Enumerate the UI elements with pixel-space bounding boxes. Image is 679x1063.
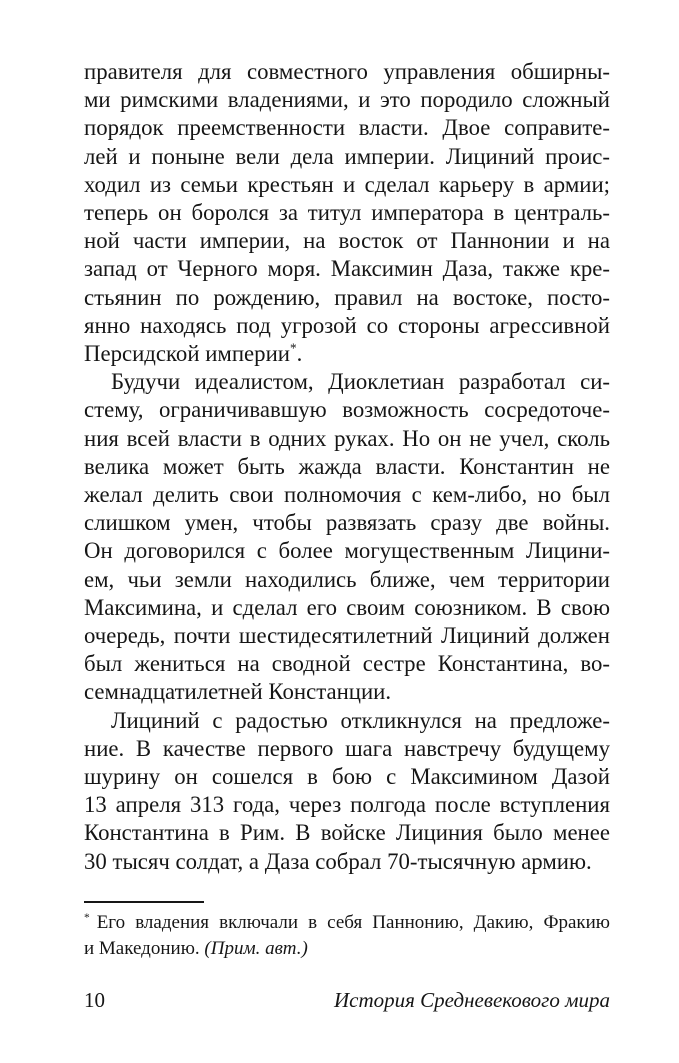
text-line [84,678,610,706]
text-line: 13 апреля 313 года, через полгода после вступления [84,792,610,818]
text-line: порядок преемственности власти. Двое соправите- [84,115,610,141]
footnote-separator-rule [84,901,204,903]
page-footer [84,987,610,1013]
text-line: ние. В качестве первого шага навстречу будущему [84,735,610,761]
text-line: Максимина, и сделал его своим союзником. В свою [84,594,610,620]
page-number: 10 [84,988,105,1012]
footnote [84,901,610,961]
text-line: ной части империи, на восток от Паннонии и на [84,228,610,254]
text-line: теперь он боролся за титул императора в централь- [84,200,610,226]
text-line: стему, ограничивавшую возможность сосредоточе- [84,397,610,423]
text-line: был жениться на сводной сестре Константина, во- [84,651,610,677]
paragraph [84,368,610,706]
footnote-line [84,910,610,936]
footnote-author-note: (Прим. авт.) [204,937,308,959]
text-line: велика может быть жажда власти. Константин не [84,453,610,479]
text-line: Будучи идеалистом, Диоклетиан разработал си- [111,369,610,395]
text-line: стьянин по рождению, правил на востоке, посто- [84,284,610,310]
line-text: 30 тысяч солдат, а Даза собрал 70-тысячную армию. [84,848,592,874]
text-line: янно находясь под угрозой со стороны агрессивной [84,312,610,338]
footnote-line [84,936,610,962]
text-line [84,340,610,368]
line-text: . [296,341,303,367]
footnote-reference-marker: * [289,340,297,356]
text-line: очередь, почти шестидесятилетний Лициний должен [84,623,610,649]
text-line: ем, чьи земли находились ближе, чем территории [84,566,610,592]
text-line: желал делить свои полномочия с кем-либо, но был [84,482,610,508]
text-line: Он договорился с более могущественным Лицини- [84,538,610,564]
text-line: слишком умен, чтобы развязать сразу две войны. [84,510,610,536]
footnote-text: Его владения включали в себя Паннонию, Дакию, Фракию [96,912,610,933]
line-text: семнадцатилетней Констанции. [84,679,392,705]
paragraph [84,58,610,368]
text-line: Лициний с радостью откликнулся на предложе- [111,707,610,733]
footnote-marker: * [84,911,90,924]
text-line: ния всей власти в одних руках. Но он не учел, сколь [84,425,610,451]
footnote-text: и Македонию. [84,937,205,959]
line-text: Персидской империи [84,341,290,367]
text-line: шурину он сошелся в бою с Максимином Дазой [84,764,610,790]
paragraph [84,707,610,876]
page-text-block [84,58,610,876]
text-line: правителя для совместного управления обширны- [84,59,610,84]
text-line: Константина в Рим. В войске Лициния было менее [84,820,610,846]
text-line: лей и поныне вели дела империи. Лициний проис- [84,143,610,169]
text-line [84,848,610,876]
text-line: ми римскими владениями, и это породило сложный [84,87,610,113]
running-title: История Средневекового мира [334,988,610,1012]
text-line: ходил из семьи крестьян и сделал карьеру в армии; [84,171,610,197]
text-line: запад от Черного моря. Максимин Даза, также кре- [84,256,610,282]
